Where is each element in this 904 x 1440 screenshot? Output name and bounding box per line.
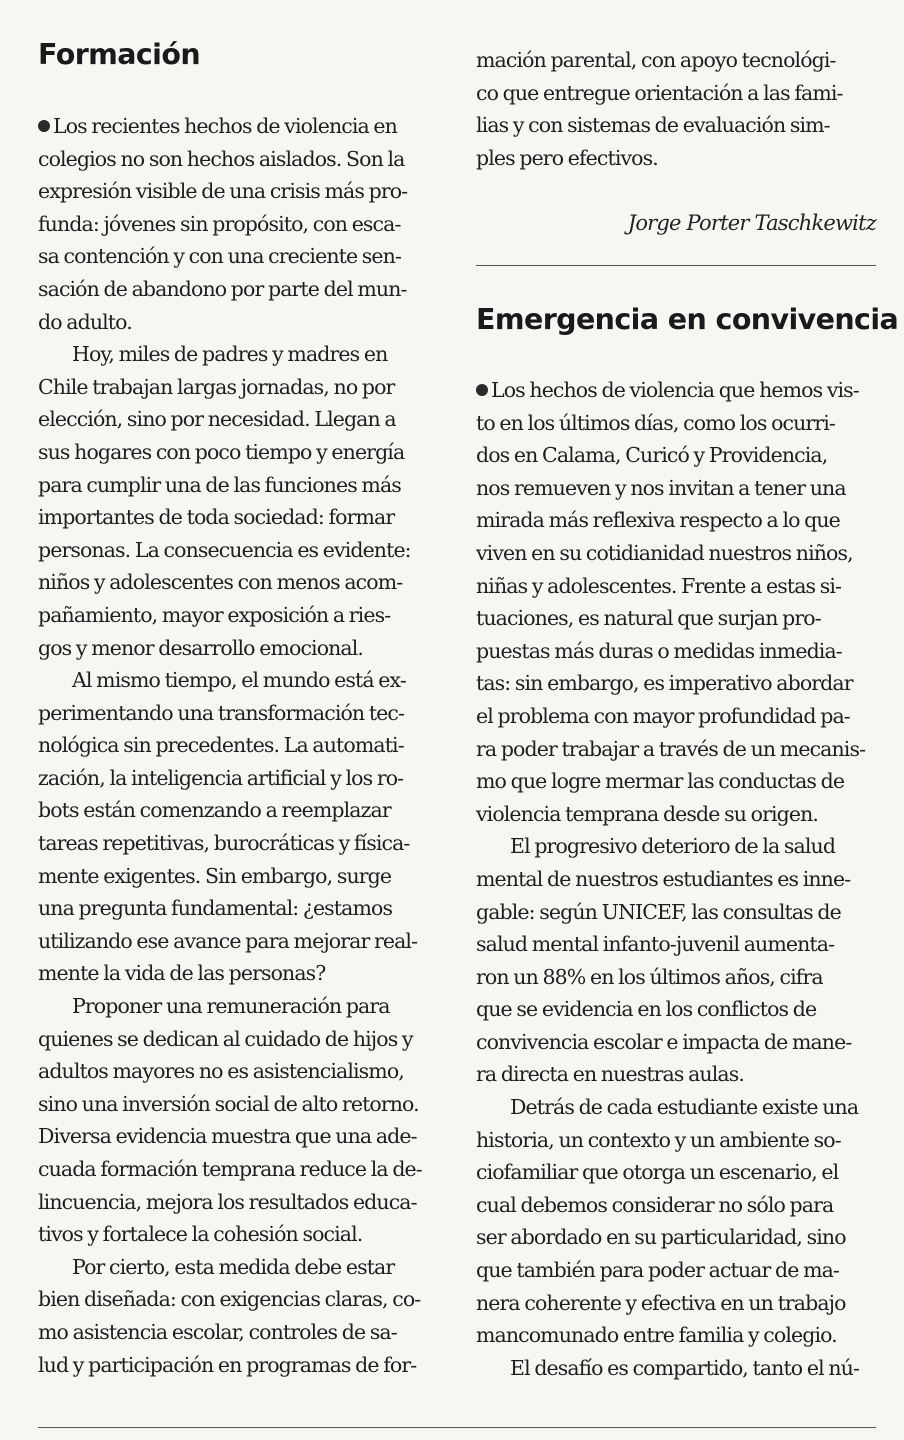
body-line: lias y con sistemas de evaluación sim-	[476, 113, 830, 138]
body-line: Diversa evidencia muestra que una ade-	[38, 1124, 417, 1149]
body-line: sa contención y con una creciente sen-	[38, 244, 401, 269]
headline-emergencia: Emergencia en convivencia	[476, 303, 899, 336]
body-line: violencia temprana desde su origen.	[476, 801, 818, 826]
body-line: Al mismo tiempo, el mundo está ex-	[72, 668, 406, 693]
bullet-icon	[38, 120, 50, 132]
body-line: to en los últimos días, como los ocurri-	[476, 410, 835, 435]
body-line: tuaciones, es natural que surjan pro-	[476, 606, 821, 631]
body-line: historia, un contexto y un ambiente so-	[476, 1127, 841, 1152]
body-line: tas: sin embargo, es imperativo abordar	[476, 671, 853, 696]
body-line: ples pero efectivos.	[476, 145, 658, 170]
body-line: pañamiento, mayor exposición a ries-	[38, 602, 391, 627]
body-line: Detrás de cada estudiante existe una	[510, 1095, 859, 1120]
letter-body-formacion	[38, 110, 438, 1381]
body-line: ra directa en nuestras aulas.	[476, 1062, 744, 1087]
body-line: viven en su cotidianidad nuestros niños,	[476, 540, 853, 565]
body-line: nológica sin precedentes. La automati-	[38, 733, 404, 758]
body-line: tivos y fortalece la cohesión social.	[38, 1222, 363, 1247]
body-line: niños y adolescentes con menos acom-	[38, 570, 403, 595]
body-line: importantes de toda sociedad: formar	[38, 505, 395, 530]
body-line: que se evidencia en los conflictos de	[476, 997, 817, 1022]
author-signature: Jorge Porter Taschkewitz	[627, 211, 876, 235]
body-line: ser abordado en su particularidad, sino	[476, 1225, 846, 1250]
right-column	[476, 0, 899, 1440]
body-line: dos en Calama, Curicó y Providencia,	[476, 443, 828, 468]
body-line: El desafío es compartido, tanto el nú-	[510, 1355, 859, 1380]
body-line: sus hogares con poco tiempo y energía	[38, 439, 405, 464]
body-line: Los hechos de violencia que hemos vis-	[476, 374, 876, 407]
body-line: utilizando ese avance para mejorar real-	[38, 928, 418, 953]
body-line: mo asistencia escolar, controles de sa-	[38, 1319, 397, 1344]
body-line: mancomunado entre familia y colegio.	[476, 1323, 837, 1348]
body-line: mente exigentes. Sin embargo, surge	[38, 863, 392, 888]
page-bottom-rule	[38, 1427, 876, 1428]
bullet-icon	[476, 384, 488, 396]
body-line: gable: según UNICEF, las consultas de	[476, 899, 841, 924]
body-line: mente la vida de las personas?	[38, 961, 326, 986]
body-line: sación de abandono por parte del mun-	[38, 276, 407, 301]
body-line: el problema con mayor profundidad pa-	[476, 703, 850, 728]
letter-continuation	[476, 44, 876, 174]
body-line: una pregunta fundamental: ¿estamos	[38, 896, 393, 921]
section-divider	[476, 265, 876, 266]
body-line: expresión visible de una crisis más pro-	[38, 179, 408, 204]
body-line: mo que logre mermar las conductas de	[476, 769, 845, 794]
body-line: cual debemos considerar no sólo para	[476, 1192, 834, 1217]
body-line: funda: jóvenes sin propósito, con esca-	[38, 211, 401, 236]
body-line: personas. La consecuencia es evidente:	[38, 537, 411, 562]
body-line: gos y menor desarrollo emocional.	[38, 635, 364, 660]
body-line: mirada más reflexiva respecto a lo que	[476, 508, 840, 533]
body-line: perimentando una transformación tec-	[38, 700, 405, 725]
body-line: ra poder trabajar a través de un mecanis-	[476, 736, 866, 761]
body-line: lud y participación en programas de for-	[38, 1352, 417, 1377]
body-line: ron un 88% en los últimos años, cifra	[476, 964, 823, 989]
body-line: nos remueven y nos invitan a tener una	[476, 475, 846, 500]
body-line: que también para poder actuar de ma-	[476, 1258, 839, 1283]
body-line: zación, la inteligencia artificial y los ro-	[38, 765, 404, 790]
body-line: sino una inversión social de alto retorno.	[38, 1091, 419, 1116]
body-line: tareas repetitivas, burocráticas y física-	[38, 831, 410, 856]
body-line: bots están comenzando a reemplazar	[38, 798, 391, 823]
body-line: Los recientes hechos de violencia en	[38, 110, 438, 143]
body-line: para cumplir una de las funciones más	[38, 472, 401, 497]
headline-formacion: Formación	[38, 38, 201, 71]
body-line: cuada formación temprana reduce la de-	[38, 1157, 422, 1181]
body-line: Hoy, miles de padres y madres en	[72, 342, 388, 367]
body-line: lincuencia, mejora los resultados educa-	[38, 1189, 417, 1214]
body-line: salud mental infanto-juvenil aumenta-	[476, 932, 835, 957]
body-line: convivencia escolar e impacta de mane-	[476, 1029, 852, 1054]
body-line: colegios no son hechos aislados. Son la	[38, 146, 405, 171]
body-line: co que entregue orientación a las fami-	[476, 80, 843, 105]
body-line: bien diseñada: con exigencias claras, co-	[38, 1287, 421, 1312]
body-line: puestas más duras o medidas inmedia-	[476, 638, 842, 663]
body-line: mental de nuestros estudiantes es inne-	[476, 866, 851, 891]
body-line: adultos mayores no es asistencialismo,	[38, 1059, 404, 1084]
body-line: quienes se dedican al cuidado de hijos y	[38, 1026, 413, 1051]
body-line: Por cierto, esta medida debe estar	[72, 1254, 395, 1279]
letter-formacion	[38, 0, 438, 1440]
letter-body-emergencia	[476, 374, 876, 1384]
body-line: nera coherente y efectiva en un trabajo	[476, 1290, 846, 1315]
body-line: El progresivo deterioro de la salud	[510, 834, 836, 859]
body-line: elección, sino por necesidad. Llegan a	[38, 407, 396, 432]
body-line: niñas y adolescentes. Frente a estas si-	[476, 573, 842, 598]
body-line: do adulto.	[38, 309, 132, 334]
body-line: mación parental, con apoyo tecnológi-	[476, 48, 836, 72]
body-line: Proponer una remuneración para	[72, 994, 390, 1019]
body-line: Chile trabajan largas jornadas, no por	[38, 374, 395, 399]
body-line: ciofamiliar que otorga un escenario, el	[476, 1160, 839, 1185]
